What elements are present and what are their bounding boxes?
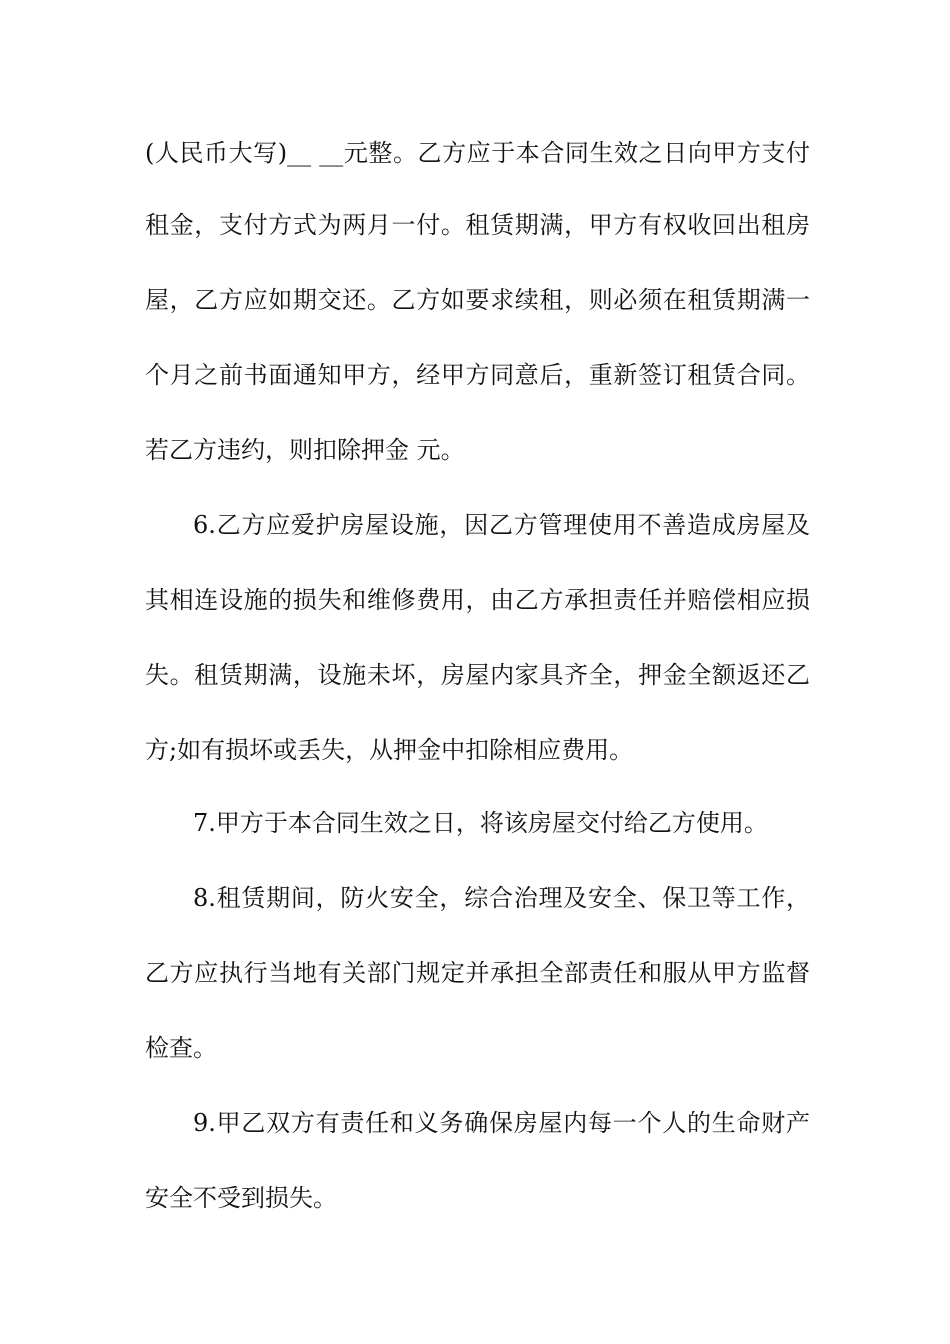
clause-6-line-2: 其相连设施的损失和维修费用，由乙方承担责任并赔偿相应损 [145, 586, 810, 614]
clause-6-line-3: 失。租赁期满，设施未坏，房屋内家具齐全，押金全额返还乙 [145, 661, 810, 689]
clause-7-line-1: 7.甲方于本合同生效之日，将该房屋交付给乙方使用。 [193, 809, 768, 837]
clause-8-line-1: 8.租赁期间，防火安全，综合治理及安全、保卫等工作， [193, 884, 810, 912]
clause-8-line-2: 乙方应执行当地有关部门规定并承担全部责任和服从甲方监督 [145, 959, 810, 987]
text-line-2: 租金，支付方式为两月一付。租赁期满，甲方有权收回出租房 [145, 211, 810, 239]
clause-6-line-4: 方;如有损坏或丢失，从押金中扣除相应费用。 [145, 736, 634, 764]
text-line-3: 屋，乙方应如期交还。乙方如要求续租，则必须在租赁期满一 [145, 286, 810, 314]
clause-8-line-3: 检查。 [145, 1034, 217, 1062]
clause-9-line-2: 安全不受到损失。 [145, 1184, 337, 1212]
clause-6-line-1: 6.乙方应爱护房屋设施，因乙方管理使用不善造成房屋及 [193, 511, 810, 539]
text-line-1: (人民币大写)__ __元整。乙方应于本合同生效之日向甲方支付 [145, 139, 810, 167]
text-line-4: 个月之前书面通知甲方，经甲方同意后，重新签订租赁合同。 [145, 361, 810, 389]
text-line-5: 若乙方违约，则扣除押金 元。 [145, 436, 465, 464]
clause-9-line-1: 9.甲乙双方有责任和义务确保房屋内每一个人的生命财产 [193, 1109, 810, 1137]
